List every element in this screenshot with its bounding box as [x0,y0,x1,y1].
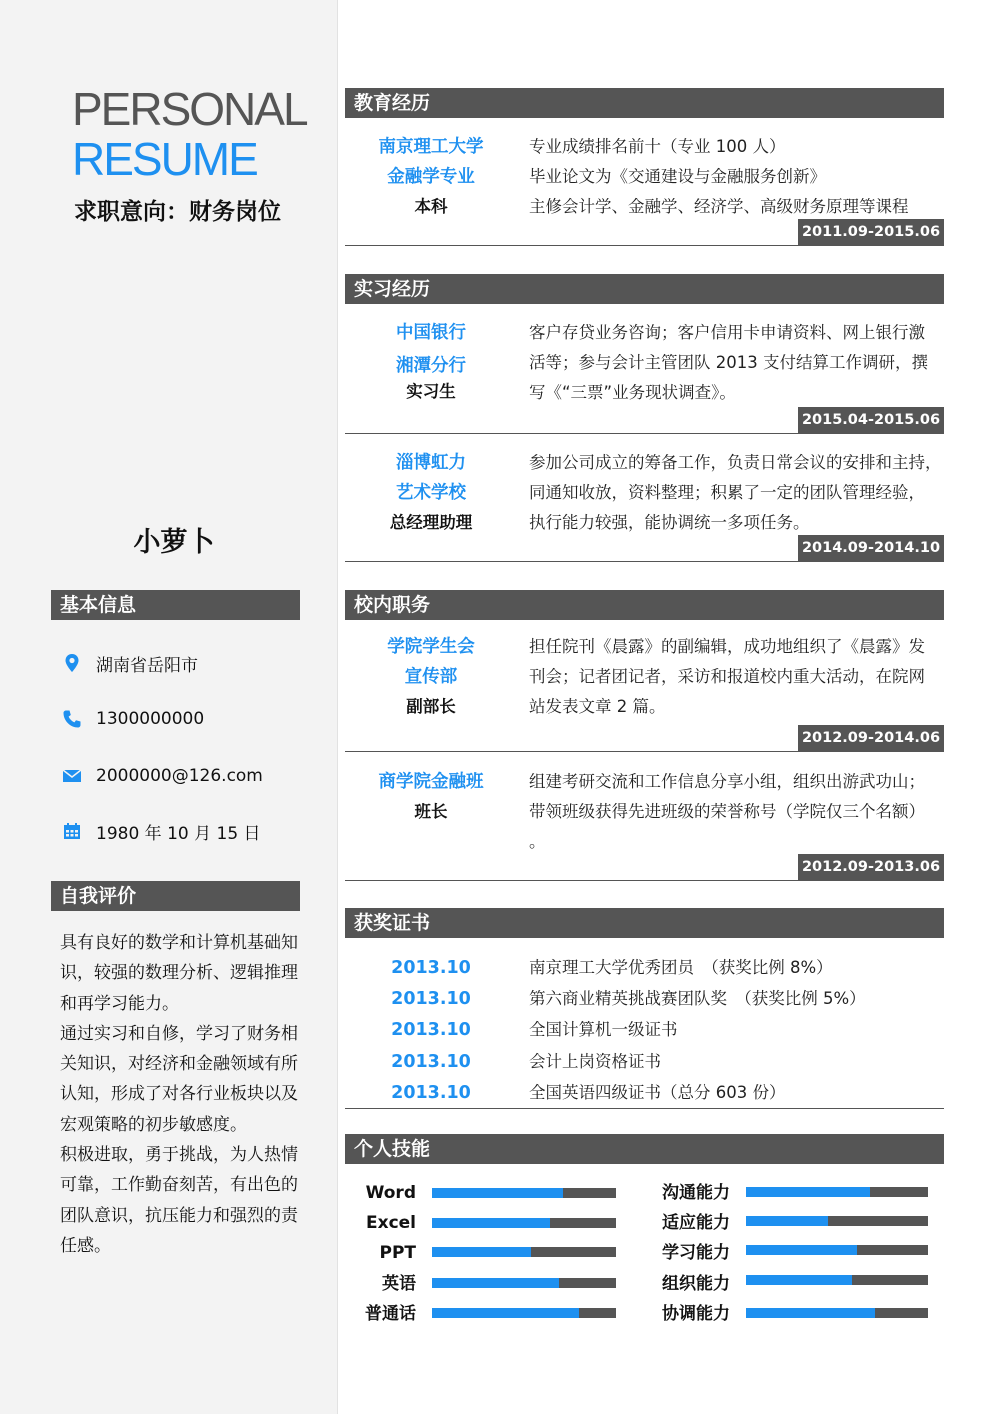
skill-label: Word [365,1183,416,1203]
date-badge: 2012.09-2014.06 [798,725,944,752]
skill-bar [746,1308,928,1318]
skill-label: 组织能力 [662,1274,730,1294]
info-phone [62,704,204,734]
award-date: 2013.10 [391,1083,471,1103]
internship-entry [345,448,944,564]
internship-org [345,318,517,407]
award-row [345,1047,944,1077]
internship-org [345,448,517,538]
internship-entry [345,318,944,436]
job-intent: 求职意向：财务岗位 [74,199,281,225]
award-row [345,953,944,983]
divider [345,1108,944,1109]
skill-fill [432,1188,563,1198]
education-entry [345,132,944,248]
info-birthday [62,816,261,846]
skill-fill [432,1218,550,1228]
brand-personal: PERSONAL [72,83,307,135]
info-location [62,648,198,678]
skill-label: 英语 [382,1274,416,1294]
award-date: 2013.10 [391,1052,471,1072]
skill-fill [432,1308,579,1318]
detail-line: 毕业论文为《交通建设与金融服务创新》 [529,167,826,186]
award-text: 全国计算机一级证书 [529,1020,678,1039]
campus-header: 校内职务 [345,590,944,620]
skill-fill [746,1216,828,1226]
mail-icon [62,766,82,786]
sidebar [0,0,338,1414]
org-branch: 艺术学校 [396,483,466,503]
detail-line: 专业成绩排名前十（专业 100 人） [529,137,786,156]
info-email-text: 2000000@126.com [96,766,263,786]
skills-header: 个人技能 [345,1134,944,1164]
award-row [345,1015,944,1045]
basic-info-header: 基本信息 [51,590,300,620]
org-name: 中国银行 [396,323,466,343]
detail-line: 同通知收放，资料整理；积累了一定的团队管理经验， [529,483,925,502]
award-text: 南京理工大学优秀团员 （获奖比例 8%） [529,958,833,977]
campus-details [529,632,944,722]
skill-bar [746,1216,928,1226]
self-eval-paragraph: 积极进取，勇于挑战，为人热情可靠，工作勤奋刻苦，有出色的团队意识，抗压能力和强烈的责任感。 [60,1145,298,1256]
date-badge: 2014.09-2014.10 [798,535,944,562]
skill-bar [432,1278,616,1288]
role: 实习生 [406,382,456,401]
self-eval-paragraph: 具有良好的数学和计算机基础知识，较强的数理分析、逻辑推理和再学习能力。 [60,933,298,1014]
skill-fill [432,1278,559,1288]
self-eval-header: 自我评价 [51,881,300,911]
skill-bar [432,1188,616,1198]
detail-line: 主修会计学、金融学、经济学、高级财务原理等课程 [529,197,909,216]
date-badge: 2015.04-2015.06 [798,407,944,434]
major-name: 金融学专业 [387,167,475,187]
skill-label: Excel [365,1213,416,1233]
skill-bar [746,1187,928,1197]
org-name: 淄博虹力 [396,453,466,473]
detail-line: 站发表文章 2 篇。 [529,697,666,716]
skill-label: 协调能力 [662,1304,730,1324]
date-badge: 2012.09-2013.06 [798,854,944,881]
award-text: 会计上岗资格证书 [529,1052,661,1071]
skill-bar [432,1308,616,1318]
detail-line: 写《“三票”业务现状调查》。 [529,383,736,402]
internship-header: 实习经历 [345,274,944,304]
skill-label: PPT [379,1243,416,1263]
detail-line: 。 [529,832,546,851]
skill-bar [746,1245,928,1255]
internship-details [529,448,944,538]
award-text: 全国英语四级证书（总分 603 份） [529,1083,786,1102]
role: 总经理助理 [389,513,473,532]
self-eval-paragraph: 通过实习和自修，学习了财务相关知识，对经济和金融领域有所认知，形成了对各行业板块以及宏观策略的初步敏感度。 [60,1023,298,1135]
detail-line: 刊会；记者团记者，采访和报道校内重大活动，在院网 [529,667,925,686]
skill-label: 普通话 [365,1304,416,1324]
award-date: 2013.10 [391,989,471,1009]
education-org [345,132,517,222]
info-location-text: 湖南省岳阳市 [96,655,198,676]
awards-header: 获奖证书 [345,908,944,938]
brand-resume: RESUME [72,133,257,185]
award-text: 第六商业精英挑战赛团队奖 （获奖比例 5%） [529,989,866,1008]
org-name: 商学院金融班 [378,772,484,792]
campus-org [345,767,517,827]
skill-bar [432,1218,616,1228]
education-header: 教育经历 [345,88,944,118]
skill-fill [746,1187,870,1197]
skill-label: 沟通能力 [662,1183,730,1203]
school-name: 南京理工大学 [378,137,484,157]
org-name: 学院学生会 [387,637,475,657]
campus-entry [345,767,944,883]
org-branch: 湘潭分行 [396,356,466,376]
location-icon [62,653,82,673]
skill-fill [746,1275,852,1285]
info-phone-text: 1300000000 [96,709,205,729]
campus-entry [345,632,944,754]
detail-line: 客户存贷业务咨询；客户信用卡申请资料、网上银行激 [529,323,925,342]
campus-details [529,767,944,857]
skill-bar [746,1275,928,1285]
degree: 本科 [414,197,448,216]
skill-fill [746,1308,875,1318]
award-row [345,984,944,1014]
self-eval-text [60,928,300,1261]
skill-label: 适应能力 [662,1213,730,1233]
detail-line: 活等；参与会计主管团队 2013 支付结算工作调研，撰 [529,353,928,372]
skill-label: 学习能力 [662,1243,730,1263]
education-details [529,132,944,222]
calendar-icon [62,821,82,841]
phone-icon [62,709,82,729]
info-email [62,761,263,791]
candidate-name: 小萝卜 [133,527,215,558]
internship-details [529,318,944,408]
detail-line: 参加公司成立的筹备工作，负责日常会议的安排和主持， [529,453,942,472]
detail-line: 组建考研交流和工作信息分享小组，组织出游武功山； [529,772,925,791]
award-date: 2013.10 [391,1020,471,1040]
award-date: 2013.10 [391,958,471,978]
skill-fill [432,1247,531,1257]
org-dept: 宣传部 [404,667,458,687]
skill-fill [746,1245,857,1255]
detail-line: 执行能力较强，能协调统一多项任务。 [529,513,810,532]
role: 班长 [414,802,448,821]
award-row [345,1078,944,1108]
campus-org [345,632,517,722]
detail-line: 担任院刊《晨露》的副编辑，成功地组织了《晨露》发 [529,637,925,656]
info-birthday-text: 1980 年 10 月 15 日 [96,823,261,844]
skill-bar [432,1247,616,1257]
detail-line: 带领班级获得先进班级的荣誉称号（学院仅三个名额） [529,802,925,821]
role: 副部长 [406,697,456,716]
date-badge: 2011.09-2015.06 [798,219,944,246]
